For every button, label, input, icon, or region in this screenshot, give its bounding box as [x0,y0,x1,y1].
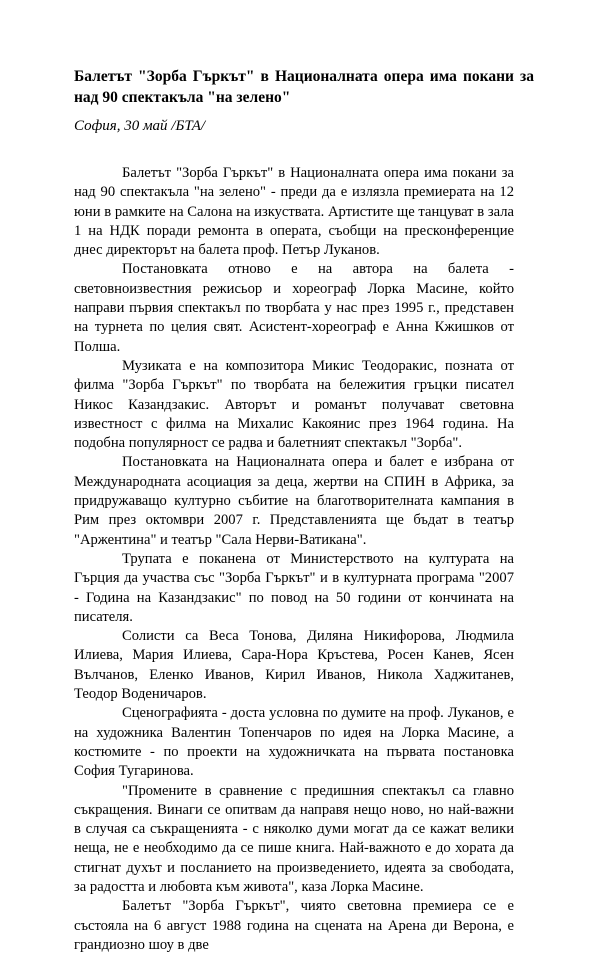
article-paragraph: Сценографията - доста условна по думите на проф. Луканов, е на художника Валентин Топенчаров по идея на Лорка Масине, а костюмите - по проекти на художничката на първата постановка София Тугаринова. [74,705,514,780]
article-paragraph: Постановката на Националната опера и балет е избрана от Международната асоциация за деца, жертви на СПИН в Африка, за придружаващо културно събитие на благотворителната кампания в Рим през октомври 2007 г. Представленията ще бъдат в театър "Аржентина" и театър "Сала Нерви-Ватикана". [74,454,514,548]
article-paragraph: Балетът "Зорба Гъркът", чиято световна премиера се е състояла на 6 август 1988 година на сцената на Арена ди Верона, е грандиозно шоу в две [74,898,514,953]
article-paragraph: Трупата е поканена от Министерството на културата на Гърция да участва със "Зорба Гъркът" и в културната програма "2007 - Година на Казандзакис" по повод на 50 години от кончината на писателя. [74,550,514,625]
article-paragraph: "Промените в сравнение с предишния спектакъл са главно съкращения. Винаги се опитвам да направя нещо ново, но най-важни в случая са съкращенията - с няколко думи могат да се кажат велики неща, не е необходимо да се пише книга. Най-важното е до хората да стигнат духът и посланието на произведението, идеята за свободата, за радостта и любовта към живота", каза Лорка Масине. [74,782,514,895]
article-paragraph: Солисти са Веса Тонова, Диляна Никифорова, Людмила Илиева, Мария Илиева, Сара-Нора Кръстева, Росен Канев, Ясен Вълчанов, Еленко Иванов, Кирил Иванов, Никола Хаджитанев, Теодор Воденичаров. [74,628,514,703]
article-dateline: София, 30 май /БТА/ [74,118,206,134]
article-body [74,164,514,955]
article-title: Балетът "Зорба Гъркът" в Националната опера има покани за над 90 спектакъла "на зелено" [74,68,534,106]
article-paragraph: Балетът "Зорба Гъркът" в Националната опера има покани за над 90 спектакъла "на зелено" - преди да е излязла премиерата на 12 юни в рамките на Салона на изкуствата. Артистите ще танцуват в зала 1 на НДК поради ремонта в операта, съобщи на пресконференцие днес директорът на балета проф. Петър Луканов. [74,165,514,259]
article-paragraph: Постановката отново е на автора на балета - световноизвестния режисьор и хореограф Лорка Масине, който направи първия спектакъл по творбата у нас през 1995 г., представен на турнета по целия свят. Асистент-хореограф е Анна Кжишков от Полша. [74,261,514,355]
article-paragraph: Музиката е на композитора Микис Теодоракис, позната от филма "Зорба Гъркът" по творбата на бележития гръцки писател Никос Казандзакис. Авторът и романът получават световна известност с филма на Михалис Какоянис през 1964 година. На подобна популярност се радва и балетният спектакъл "Зорба". [74,357,514,452]
